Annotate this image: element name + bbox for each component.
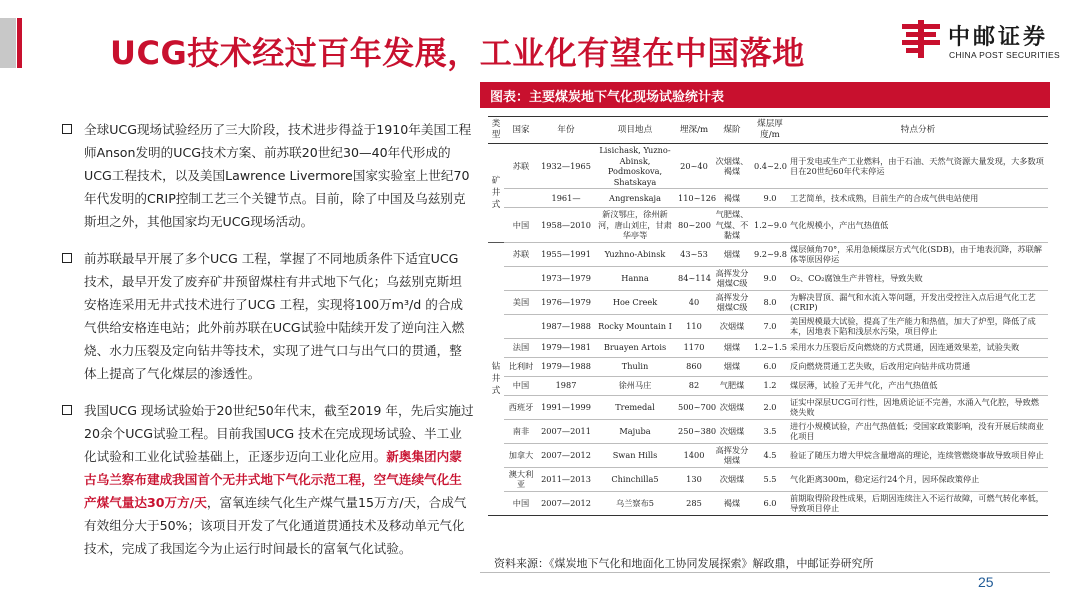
cell-depth: 80~200 [676,208,712,243]
bullet-square-icon [62,253,72,263]
cell-depth: 250~380 [676,419,712,443]
cell-location: Swan Hills [594,443,676,467]
cell-years: 1958—2010 [538,208,594,243]
accent-bar-red [17,18,22,68]
cell-years: 1991—1999 [538,395,594,419]
cell-years: 1987 [538,376,594,395]
cell-notes: 为解决冒顶、漏气和水流入等问题，开发出受控注入点后退气化工艺(CRIP) [788,290,1048,314]
cell-country: 中国 [504,376,538,395]
cell-location: Hoe Creek [594,290,676,314]
logo-english-name: CHINA POST SECURITIES [949,50,1060,60]
table-title-banner [480,82,1050,108]
cell-country: 南非 [504,419,538,443]
cell-rank: 烟煤 [712,357,752,376]
table-row [488,242,1048,266]
table-header-row [488,117,1048,144]
col-header: 特点分析 [788,117,1048,144]
cell-country: 比利时 [504,357,538,376]
bullet-item [62,247,474,385]
accent-bar-gray [0,18,16,68]
cell-notes: 气化规模小，产出气热值低 [788,208,1048,243]
col-header: 煤阶 [712,117,752,144]
ucg-trials-table-wrap [488,116,1048,516]
cell-country: 美国 [504,290,538,314]
cell-rank: 气肥煤、气煤、不黏煤 [712,208,752,243]
bullet-item [62,399,474,560]
cell-notes: 前期取得阶段性成果，后期因连续注入不运行故障，可燃气转化率低，导致项目停止 [788,491,1048,515]
table-row [488,338,1048,357]
cell-depth: 43~53 [676,242,712,266]
cell-years: 1932—1965 [538,144,594,189]
table-row [488,443,1048,467]
bullet-text: 全球UCG现场试验经历了三大阶段，技术进步得益于1910年美国工程师Anson发明的UCG技术方案、前苏联20世纪30—40年代形成的UCG工程技术，以及美国Lawrence Livermore国家实验室上世纪70年代发明的CRIP控制工艺三个关键节点。目前，除了中国及乌兹别克斯坦之外，其他国家均无UCG现场活动。 [84,122,472,229]
cell-notes: O₂、CO₂腐蚀生产井管柱，导致失败 [788,266,1048,290]
cell-rank: 气肥煤 [712,376,752,395]
source-note: 资料来源：《煤炭地下气化和地面化工协同发展探索》解政鼎，中邮证券研究所 [494,557,874,570]
cell-country: 苏联 [504,242,538,266]
cell-country [504,314,538,338]
cell-thickness: 5.5 [752,467,788,491]
cell-years: 2007—2012 [538,491,594,515]
footer-divider [480,572,1050,573]
cell-thickness: 9.0 [752,266,788,290]
bullet-highlight: 新奥集团内蒙古乌兰察布建成我国首个无井式地下气化示范工程，空气连续气化生产煤气量达30万方/天 [84,449,462,510]
cell-thickness: 6.0 [752,491,788,515]
table-row [488,290,1048,314]
cell-years: 1961— [538,189,594,208]
cell-country [504,266,538,290]
cell-location: 乌兰察布5 [594,491,676,515]
cell-thickness: 1.2 [752,376,788,395]
cell-rank: 次烟煤、褐煤 [712,144,752,189]
cell-rank: 烟煤 [712,338,752,357]
cell-country: 中国 [504,208,538,243]
cell-country: 澳大利亚 [504,467,538,491]
cell-years: 2007—2012 [538,443,594,467]
table-row [488,144,1048,189]
cell-notes: 煤层薄，试验了无井气化，产出气热值低 [788,376,1048,395]
cell-country [504,189,538,208]
cell-rank: 次烟煤 [712,419,752,443]
cell-years: 1987—1988 [538,314,594,338]
cell-years: 1976—1979 [538,290,594,314]
cell-country: 中国 [504,491,538,515]
cell-rank: 次烟煤 [712,467,752,491]
col-header: 年份 [538,117,594,144]
table-row [488,376,1048,395]
cell-depth: 130 [676,467,712,491]
bullet-item [62,118,474,233]
cell-notes: 煤层倾角70°，采用急倾煤层方式气化(SDB)，由于地表沉降，苏联解体等原因停运 [788,242,1048,266]
slide-title: UCG技术经过百年发展，工业化有望在中国落地 [110,34,805,72]
cell-notes: 美国规模最大试验，提高了生产能力和热值，加大了炉型，降低了成本，因地表下陷和浅层水污染，项目停止 [788,314,1048,338]
cell-country: 苏联 [504,144,538,189]
cell-years: 1979—1988 [538,357,594,376]
cell-location: Rocky Mountain I [594,314,676,338]
bullet-square-icon [62,124,72,134]
cell-rank: 高挥发分烟煤C级 [712,290,752,314]
cell-depth: 40 [676,290,712,314]
logo-chinese-name: 中邮证券 [948,25,1049,50]
bullet-list [62,118,474,574]
table-row [488,266,1048,290]
col-header: 国家 [504,117,538,144]
cell-thickness: 9.0 [752,189,788,208]
cell-type: 钻井式 [488,242,504,515]
cell-location: Angrenskaja [594,189,676,208]
table-row [488,208,1048,243]
cell-notes: 采用水力压裂后反向燃烧的方式贯通，因连通效果差，试验失败 [788,338,1048,357]
cell-notes: 验证了随压力增大甲烷含量增高的理论，连续管燃烧事故导致项目停止 [788,443,1048,467]
table-row [488,395,1048,419]
cell-country: 法国 [504,338,538,357]
cell-depth: 860 [676,357,712,376]
cell-rank: 高挥发分烟煤 [712,443,752,467]
table-row [488,419,1048,443]
cell-thickness: 2.0 [752,395,788,419]
cell-depth: 1170 [676,338,712,357]
cell-location: Lisichask, Yuzno-Abinsk, Podmoskova, Shatskaya [594,144,676,189]
cell-location: Tremedal [594,395,676,419]
bullet-text: 前苏联最早开展了多个UCG 工程，掌握了不同地质条件下适宜UCG 技术，最早开发了废弃矿井预留煤柱有井式地下气化；乌兹别克斯坦安格连采用无井式技术进行了UCG 工程，实现将100万m³/d 的合成气供给安格连电站；此外前苏联在UCG试验中陆续开发了逆向注入燃烧、水力压裂及定向钻井等技术，实现了进气口与出气口的贯通，整体上提高了气化煤层的渗透性。 [84,251,465,381]
cell-thickness: 1.2~1.5 [752,338,788,357]
company-logo [900,18,1070,66]
cell-rank: 高挥发分烟煤C级 [712,266,752,290]
cell-years: 1955—1991 [538,242,594,266]
cell-location: 徐州马庄 [594,376,676,395]
cell-thickness: 8.0 [752,290,788,314]
page-number: 25 [978,574,994,590]
cell-location: Hanna [594,266,676,290]
cell-country: 加拿大 [504,443,538,467]
cell-type: 矿井式 [488,144,504,243]
cell-depth: 285 [676,491,712,515]
bullet-text: ，富氧连续气化生产煤气量15万方/天，合成气有效组分大于50%；该项目开发了气化通道贯通技术及移动单元气化技术，完成了我国迄今为止运行时间最长的富氧气化试验。 [84,495,467,556]
cell-notes: 工艺简单，技术成熟，目前生产的合成气供电站使用 [788,189,1048,208]
cell-depth: 1400 [676,443,712,467]
cell-thickness: 6.0 [752,357,788,376]
cell-notes: 用于发电或生产工业燃料，由于石油、天然气资源大量发现，大多数项目在20世纪60年代末停运 [788,144,1048,189]
table-title: 图表：主要煤炭地下气化现场试验统计表 [490,90,725,105]
cell-years: 1979—1981 [538,338,594,357]
col-header: 埋深/m [676,117,712,144]
cell-years: 2011—2013 [538,467,594,491]
cell-depth: 82 [676,376,712,395]
cell-rank: 褐煤 [712,491,752,515]
table-row [488,189,1048,208]
cell-location: Chinchilla5 [594,467,676,491]
cell-depth: 84~114 [676,266,712,290]
cell-thickness: 1.2~9.0 [752,208,788,243]
cell-depth: 20~40 [676,144,712,189]
cell-location: Majuba [594,419,676,443]
cell-thickness: 9.2~9.8 [752,242,788,266]
cell-depth: 110 [676,314,712,338]
cell-notes: 气化距离300m，稳定运行24个月，因环保政策停止 [788,467,1048,491]
col-header: 项目地点 [594,117,676,144]
cell-thickness: 4.5 [752,443,788,467]
table-row [488,357,1048,376]
bullet-text: 我国UCG 现场试验始于20世纪50年代末，截至2019 年，先后实施过20余个UCG试验工程。目前我国UCG 技术在完成现场试验、半工业化试验和工业化试验基础上，正逐步迈向工业化应用。 [84,403,474,464]
bullet-square-icon [62,405,72,415]
col-header: 煤层厚度/m [752,117,788,144]
cell-thickness: 3.5 [752,419,788,443]
cell-years: 2007—2011 [538,419,594,443]
cell-thickness: 7.0 [752,314,788,338]
cell-notes: 进行小规模试验，产出气热值低；受国家政策影响，没有开展后续商业化项目 [788,419,1048,443]
table-row [488,467,1048,491]
cell-location: Yuzhno-Abinsk [594,242,676,266]
cell-location: Bruayen Artois [594,338,676,357]
cell-rank: 褐煤 [712,189,752,208]
china-post-logo-icon [900,18,942,60]
table-row [488,314,1048,338]
cell-location: 新汶鄂庄，徐州新河，唐山刘庄，甘肃华亭等 [594,208,676,243]
cell-years: 1973—1979 [538,266,594,290]
cell-country: 西班牙 [504,395,538,419]
table-row [488,491,1048,515]
col-header: 类型 [488,117,504,144]
cell-notes: 反向燃烧贯通工艺失败，后改用定向钻井成功贯通 [788,357,1048,376]
cell-rank: 次烟煤 [712,395,752,419]
cell-rank: 烟煤 [712,242,752,266]
ucg-trials-table [488,116,1048,516]
cell-thickness: 0.4~2.0 [752,144,788,189]
cell-rank: 次烟煤 [712,314,752,338]
cell-depth: 110~126 [676,189,712,208]
cell-location: Thulin [594,357,676,376]
cell-depth: 500~700 [676,395,712,419]
cell-notes: 证实中深层UCG可行性，因地质论证不完善，水涌入气化腔，导致燃烧失败 [788,395,1048,419]
